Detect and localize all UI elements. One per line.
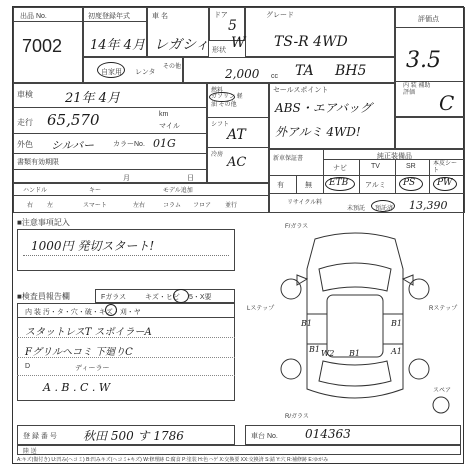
opt-key: キー [89, 188, 102, 194]
legend: A:キズ(傷付き) U:凹み(ヘコミ) B:凹みキズ(ヘコミ+キズ) W:修理跡 C:腐食 P:塗装 H:色ハゲ X:交換要 XX:交換済 S:錆 Y:穴 R:補修跡 E:ゆがみ [17, 457, 329, 463]
right-step-label: Rステップ [429, 306, 458, 312]
scratch-label: キズ・ヒビ [145, 294, 180, 301]
left-step-label: Lステップ [247, 306, 275, 312]
opt-left: 左 [47, 203, 54, 209]
shift-label: シフト [211, 122, 230, 128]
dealer-label: D [25, 363, 31, 370]
opt-right: 右 [27, 203, 34, 209]
sales-points-line1: ABS・エアバッグ [275, 101, 372, 115]
displacement: 2,000 [225, 67, 260, 81]
inspection-label: 車検 [17, 90, 33, 99]
interior-row: 内 装 汚・タ・穴・破・キズ・刈・ヤ [25, 309, 141, 316]
damage-mark-3: W2 [321, 349, 335, 358]
mile-label: マイル [159, 123, 180, 130]
score-value: 3.5 [406, 48, 441, 73]
color-no-value: 01G [153, 137, 176, 150]
damage-mark-1: B1 [301, 319, 312, 328]
chassis-label: 車台 No. [251, 433, 278, 440]
opt-parallel: 並行 [225, 203, 238, 209]
exhibit-no: 7002 [22, 36, 63, 56]
car-diagram-svg [245, 219, 463, 419]
grade-box [245, 7, 395, 57]
opt-model: モデル追加 [163, 188, 193, 194]
month-label: 月 [123, 175, 130, 182]
opt-lr: 左右 [133, 203, 146, 209]
interior-value: C [439, 91, 455, 115]
first-reg-box [83, 7, 147, 57]
fuel-circle [209, 92, 235, 102]
equip-yes: 有 [277, 182, 284, 189]
grade-label: グレード [266, 12, 294, 19]
ext-color-value: シルバー [51, 139, 94, 152]
auction-sheet [12, 6, 464, 464]
inspector-line4: A . B . C . W [43, 381, 111, 394]
seller-label: 陸 送 [23, 449, 37, 455]
ext-color-label: 外色 [17, 140, 33, 149]
plate-label: 登 録 番 号 [23, 433, 57, 440]
color-no-label: カラーNo. [113, 141, 145, 148]
score-label: 評価点 [418, 16, 439, 23]
shape-value: W [231, 35, 246, 51]
equip-leather: 本皮シート [433, 161, 458, 174]
equip-sr: SR [406, 163, 416, 170]
dealer-value: ディーラー [75, 365, 110, 372]
cc-label: cc [271, 73, 278, 80]
fuel-options: ガソリン 軽油 その他 [211, 94, 243, 108]
ac-label: 冷房 [211, 152, 224, 158]
first-reg-label: 初度登録年式 [88, 13, 130, 20]
equip-no: 無 [305, 182, 312, 189]
fuel-label: 燃料 [211, 88, 224, 94]
genuine-label: 純正装備品 [377, 153, 412, 160]
f-glass-label: Fガラス [101, 294, 127, 301]
sales-points-label: セールスポイント [273, 87, 329, 94]
unpaid-label: 未預託 [347, 206, 366, 212]
opt-smart: スマート [83, 203, 107, 209]
opt-handle: ハンドル [23, 188, 48, 194]
first-reg-value: 14年 4月 [90, 38, 145, 53]
plate-value: 秋田 500 す 1786 [83, 429, 184, 443]
grade-value: TS-R 4WD [274, 34, 348, 50]
recycle-value: 13,390 [409, 199, 448, 212]
plate-type-circle [97, 62, 125, 78]
spare-label: スペア [433, 388, 452, 394]
other-label: その他 [163, 64, 182, 70]
equip-etc: ETB [329, 178, 349, 188]
exhibit-no-box [13, 7, 83, 83]
equip-tv: TV [371, 163, 380, 170]
opt-column: コラム [163, 203, 181, 209]
rental-label: レンタ [135, 69, 156, 76]
day-label: 日 [187, 175, 194, 182]
inspector-line2: Fグリルヘコミ 下廻りC [25, 347, 133, 358]
chassis-value: 014363 [305, 427, 351, 441]
opt-floor: フロア [193, 203, 212, 209]
km-label: km [159, 111, 169, 118]
equip-navi: ナビ [333, 165, 347, 172]
inspection-value: 21年 4月 [65, 91, 120, 106]
sales-points-line2: 外アルミ 4WD! [275, 125, 361, 139]
x-need-label: 5・X要 [189, 294, 212, 301]
mileage-value: 65,570 [47, 111, 100, 129]
model-code: BH5 [335, 63, 367, 79]
inspector-label: ■検査員報告欄 [17, 292, 70, 301]
damage-mark-5: B1 [391, 319, 402, 328]
recycle-label: リサイクル料 [287, 200, 323, 206]
score-box [395, 7, 465, 117]
inspector-line1: スタットレスT スポイラーA [25, 327, 152, 338]
car-diagram [245, 219, 463, 419]
warranty-label: 新車保証書 [273, 156, 304, 162]
damage-mark-6: A1 [391, 347, 402, 356]
doc-expiry-label: 書類有効期限 [17, 159, 59, 166]
damage-mark-4: B1 [349, 349, 360, 358]
door-value: 5 [228, 18, 237, 34]
equip-ps: PS [403, 178, 416, 188]
notes-label: ■注意事項記入 [17, 218, 70, 227]
notes-line1: 1000円 発切スタート! [31, 239, 155, 253]
exhibit-no-label: 出品 No. [20, 13, 47, 20]
f-glass-diagram-label: F/ガラス [285, 224, 309, 230]
car-name-box [147, 7, 209, 57]
shape-label: 形状 [212, 47, 226, 54]
deposited-label: 預託済 [375, 206, 394, 212]
mileage-label: 走行 [17, 118, 33, 127]
car-name-label: 車 名 [152, 13, 168, 20]
door-label: ドア [214, 12, 228, 19]
transmission: TA [295, 63, 314, 79]
car-name: レガシィ [154, 37, 210, 53]
r-glass-diagram-label: R/ガラス [285, 414, 309, 420]
equip-pw: PW [437, 178, 453, 188]
ac-value: AC [227, 155, 247, 170]
interior-label: 内 装 補助評価 [403, 83, 431, 96]
equip-alumi: アルミ [365, 182, 386, 189]
shift-value: AT [227, 127, 246, 143]
plate-type-label: 自家用 [101, 69, 122, 76]
damage-mark-2: B1 [309, 345, 320, 354]
